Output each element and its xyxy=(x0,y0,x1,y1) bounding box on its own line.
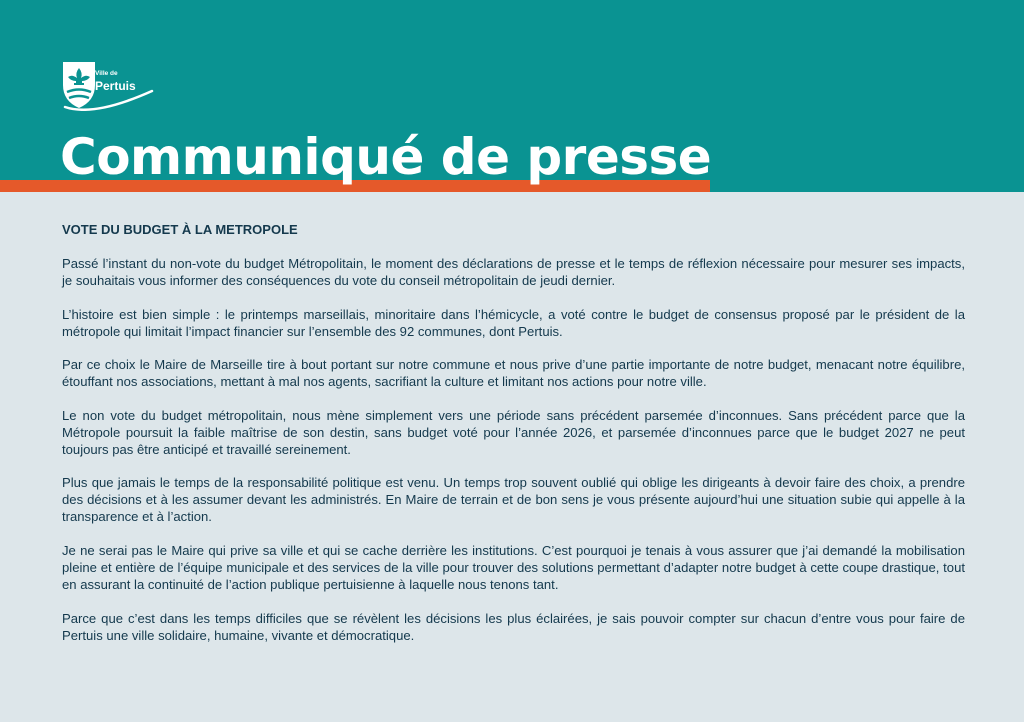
paragraph: Je ne serai pas le Maire qui prive sa ville et qui se cache derrière les institutions. C’est pourquoi je tenais à vous assurer que j’ai demandé la mobilisation pleine et entière de l’équipe municipale et des services de la ville pour trouver des solutions permettant d’adapter notre budget à cette coupe drastique, tout en assurant la continuité de l’action publique pertuisienne à laquelle nous tenons tant. xyxy=(62,542,965,592)
paragraph: Parce que c’est dans les temps difficiles que se révèlent les décisions les plus éclairées, je sais pouvoir compter sur chacun d’entre vous pour faire de Pertuis une ville solidaire, humaine, vivante et démocratique. xyxy=(62,610,965,643)
paragraph: L’histoire est bien simple : le printemps marseillais, minoritaire dans l’hémicycle, a voté contre le budget de consensus proposé par le président de la métropole qui limitait l’impact financier sur l’ensemble des 92 communes, dont Pertuis. xyxy=(62,306,965,339)
paragraph: Le non vote du budget métropolitain, nous mène simplement vers une période sans précédent parsemée d’inconnues. Sans précédent parce que la Métropole poursuit la faible maîtrise de son destin, sans budget voté pour l’année 2026, et parsemée d’inconnues parce que le budget 2027 ne peut toujours pas être anticipé et travaillé sereinement. xyxy=(62,407,965,457)
logo-small-text: Ville de xyxy=(95,70,118,77)
section-heading: VOTE DU BUDGET À LA METROPOLE xyxy=(62,222,298,237)
paragraph: Plus que jamais le temps de la responsabilité politique est venu. Un temps trop souvent oublié qui oblige les dirigeants à devoir faire des choix, a prendre des décisions et à les assumer devant les administrés. En Maire de terrain et de bon sens je vous présente aujourd’hui une situation subie qui appelle à la transparence et à l’action. xyxy=(62,475,965,525)
city-logo xyxy=(62,61,162,111)
page-title: Communiqué de presse xyxy=(60,128,712,186)
paragraph: Passé l’instant du non-vote du budget Métropolitain, le moment des déclarations de presse et le temps de réflexion nécessaire pour mesurer ses impacts, je souhaitais vous informer des conséquences du vote du conseil métropolitain de jeudi dernier. xyxy=(62,256,965,288)
logo-city-name: Pertuis xyxy=(95,79,136,93)
paragraph: Par ce choix le Maire de Marseille tire à bout portant sur notre commune et nous prive d’une partie importante de notre budget, menacant notre équilibre, étouffant nos associations, mettant à mal nos agents, sacrifiant la culture et limitant nos actions pour notre ville. xyxy=(62,357,965,390)
press-release-body xyxy=(62,221,965,660)
